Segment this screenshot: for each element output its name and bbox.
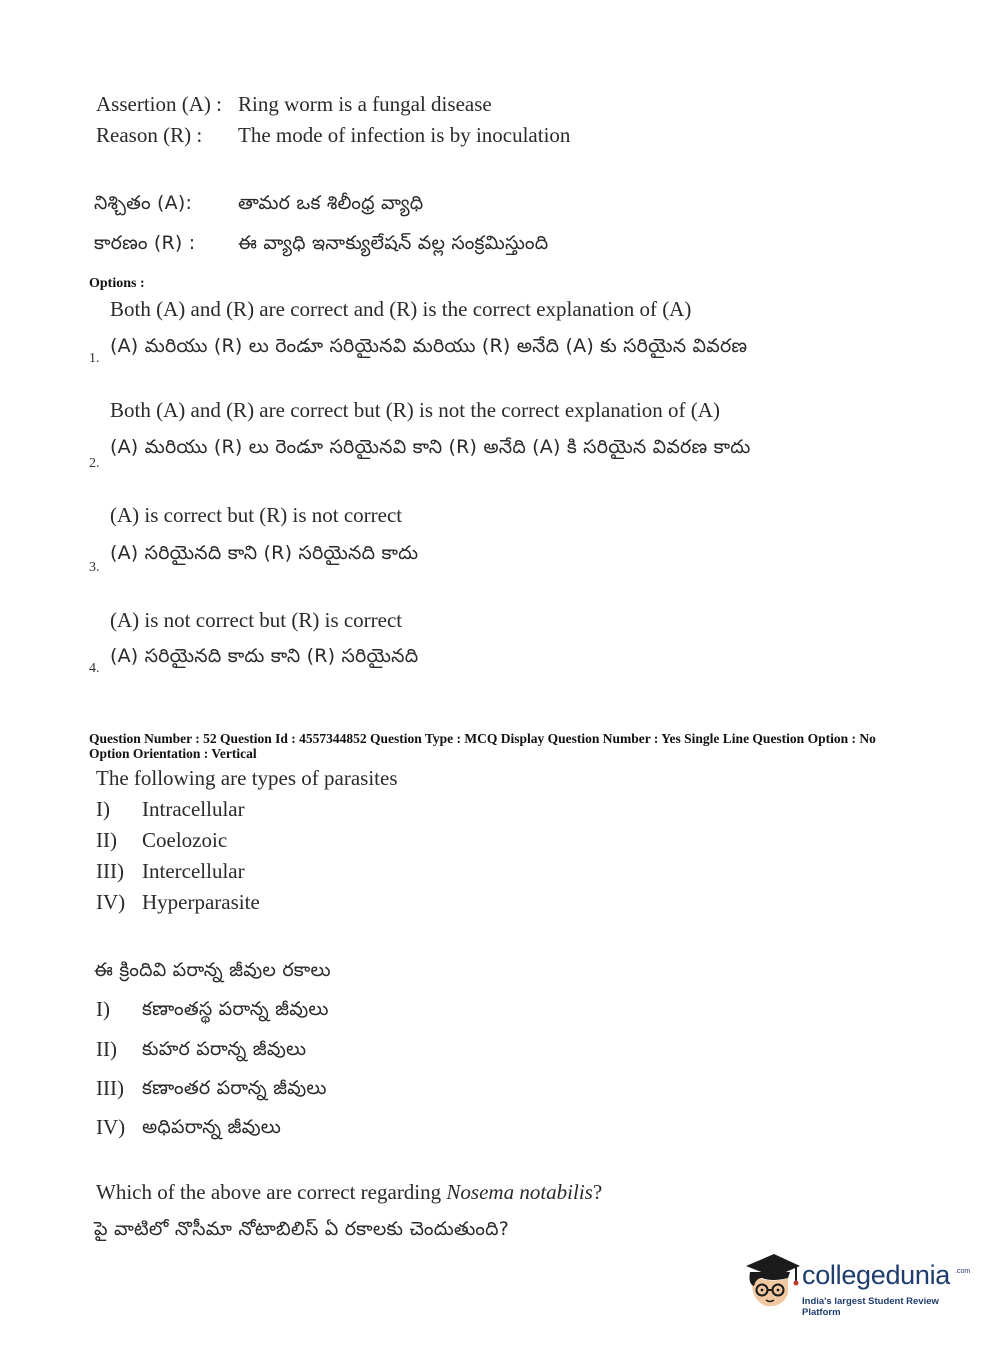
q52-item-2-text: Coelozoic [142,828,228,852]
reason-label: Reason (R) : [96,123,203,147]
collegedunia-logo [742,1250,972,1320]
option-4-en: (A) is not correct but (R) is correct [110,608,403,632]
option-1-en: Both (A) and (R) are correct and (R) is the correct explanation of (A) [110,297,692,321]
assertion-label: Assertion (A) : [96,92,222,116]
option-1-te: (A) మరియు (R) లు రెండూ సరియైనవి మరియు (R) అనేది (A) కు సరియైన వివరణ [110,335,748,357]
q52-te-item-4-text: అధిపరాన్న జీవులు [142,1116,282,1138]
q52-te-intro: ఈ క్రిందివి పరాన్న జీవుల రకాలు [94,959,331,981]
q52-item-3-text: Intercellular [142,859,245,883]
q52-question-prefix: Which of the above are correct regarding [96,1180,447,1204]
q52-te-question: పై వాటిలో నొసీమా నోటాబిలిస్ ఏ రకాలకు చెందుతుంది? [94,1218,509,1240]
option-3-number: 3. [89,560,100,575]
logo-tagline: India's largest Student Review Platform [802,1296,939,1318]
assertion-text: Ring worm is a fungal disease [238,92,492,116]
te-reason-text: ఈ వ్యాధి ఇనాక్యులేషన్ వల్ల సంక్రమిస్తుంది [238,232,549,254]
option-4-number: 4. [89,661,100,676]
q52-question [96,1180,602,1205]
q52-question-suffix: ? [592,1180,603,1204]
q52-te-item-3-text: కణాంతర పరాన్న జీవులు [142,1077,327,1099]
options-label: Options : [89,276,145,291]
option-3-en: (A) is correct but (R) is not correct [110,503,403,527]
q52-item-4-text: Hyperparasite [142,890,260,914]
te-assertion-text: తామర ఒక శిలీంధ్ర వ్యాధి [238,192,424,214]
q52-te-item-4-roman: IV) [96,1115,126,1139]
q52-te-item-2-text: కుహర పరాన్న జీవులు [142,1038,307,1060]
question-52-meta: Question Number : 52 Question Id : 4557344852 Question Type : MCQ Display Question Number : Yes Single Line Question Option : No Option Orientation : Vertical [89,731,876,761]
logo-wordmark: collegedunia [802,1260,951,1290]
option-4-te: (A) సరియైనది కాదు కాని (R) సరియైనది [110,645,419,667]
q52-question-species: Nosema notabilis [446,1180,593,1204]
q52-intro: The following are types of parasites [96,766,398,790]
q52-item-1-text: Intracellular [142,797,245,821]
q52-item-3-roman: III) [96,859,124,883]
option-3-te: (A) సరియైనది కాని (R) సరియైనది కాదు [110,542,419,564]
graduate-mascot-icon [742,1250,804,1312]
q52-te-item-1-roman: I) [96,997,110,1021]
q52-item-1-roman: I) [96,797,110,821]
q52-te-item-2-roman: II) [96,1037,117,1061]
q52-te-item-1-text: కణాంతస్థ పరాన్న జీవులు [142,998,329,1020]
reason-text: The mode of infection is by inoculation [238,123,571,147]
te-reason-label: కారణం (R) : [94,232,196,254]
option-2-te: (A) మరియు (R) లు రెండూ సరియైనవి కాని (R) అనేది (A) కి సరియైన వివరణ కాదు [110,436,751,458]
q52-item-2-roman: II) [96,828,117,852]
q52-te-item-3-roman: III) [96,1076,124,1100]
option-2-en: Both (A) and (R) are correct but (R) is not the correct explanation of (A) [110,398,720,422]
logo-suffix: .com [955,1268,971,1275]
option-2-number: 2. [89,456,100,471]
te-assertion-label: నిశ్చితం (A): [94,192,193,214]
option-1-number: 1. [89,351,100,366]
q52-item-4-roman: IV) [96,890,126,914]
